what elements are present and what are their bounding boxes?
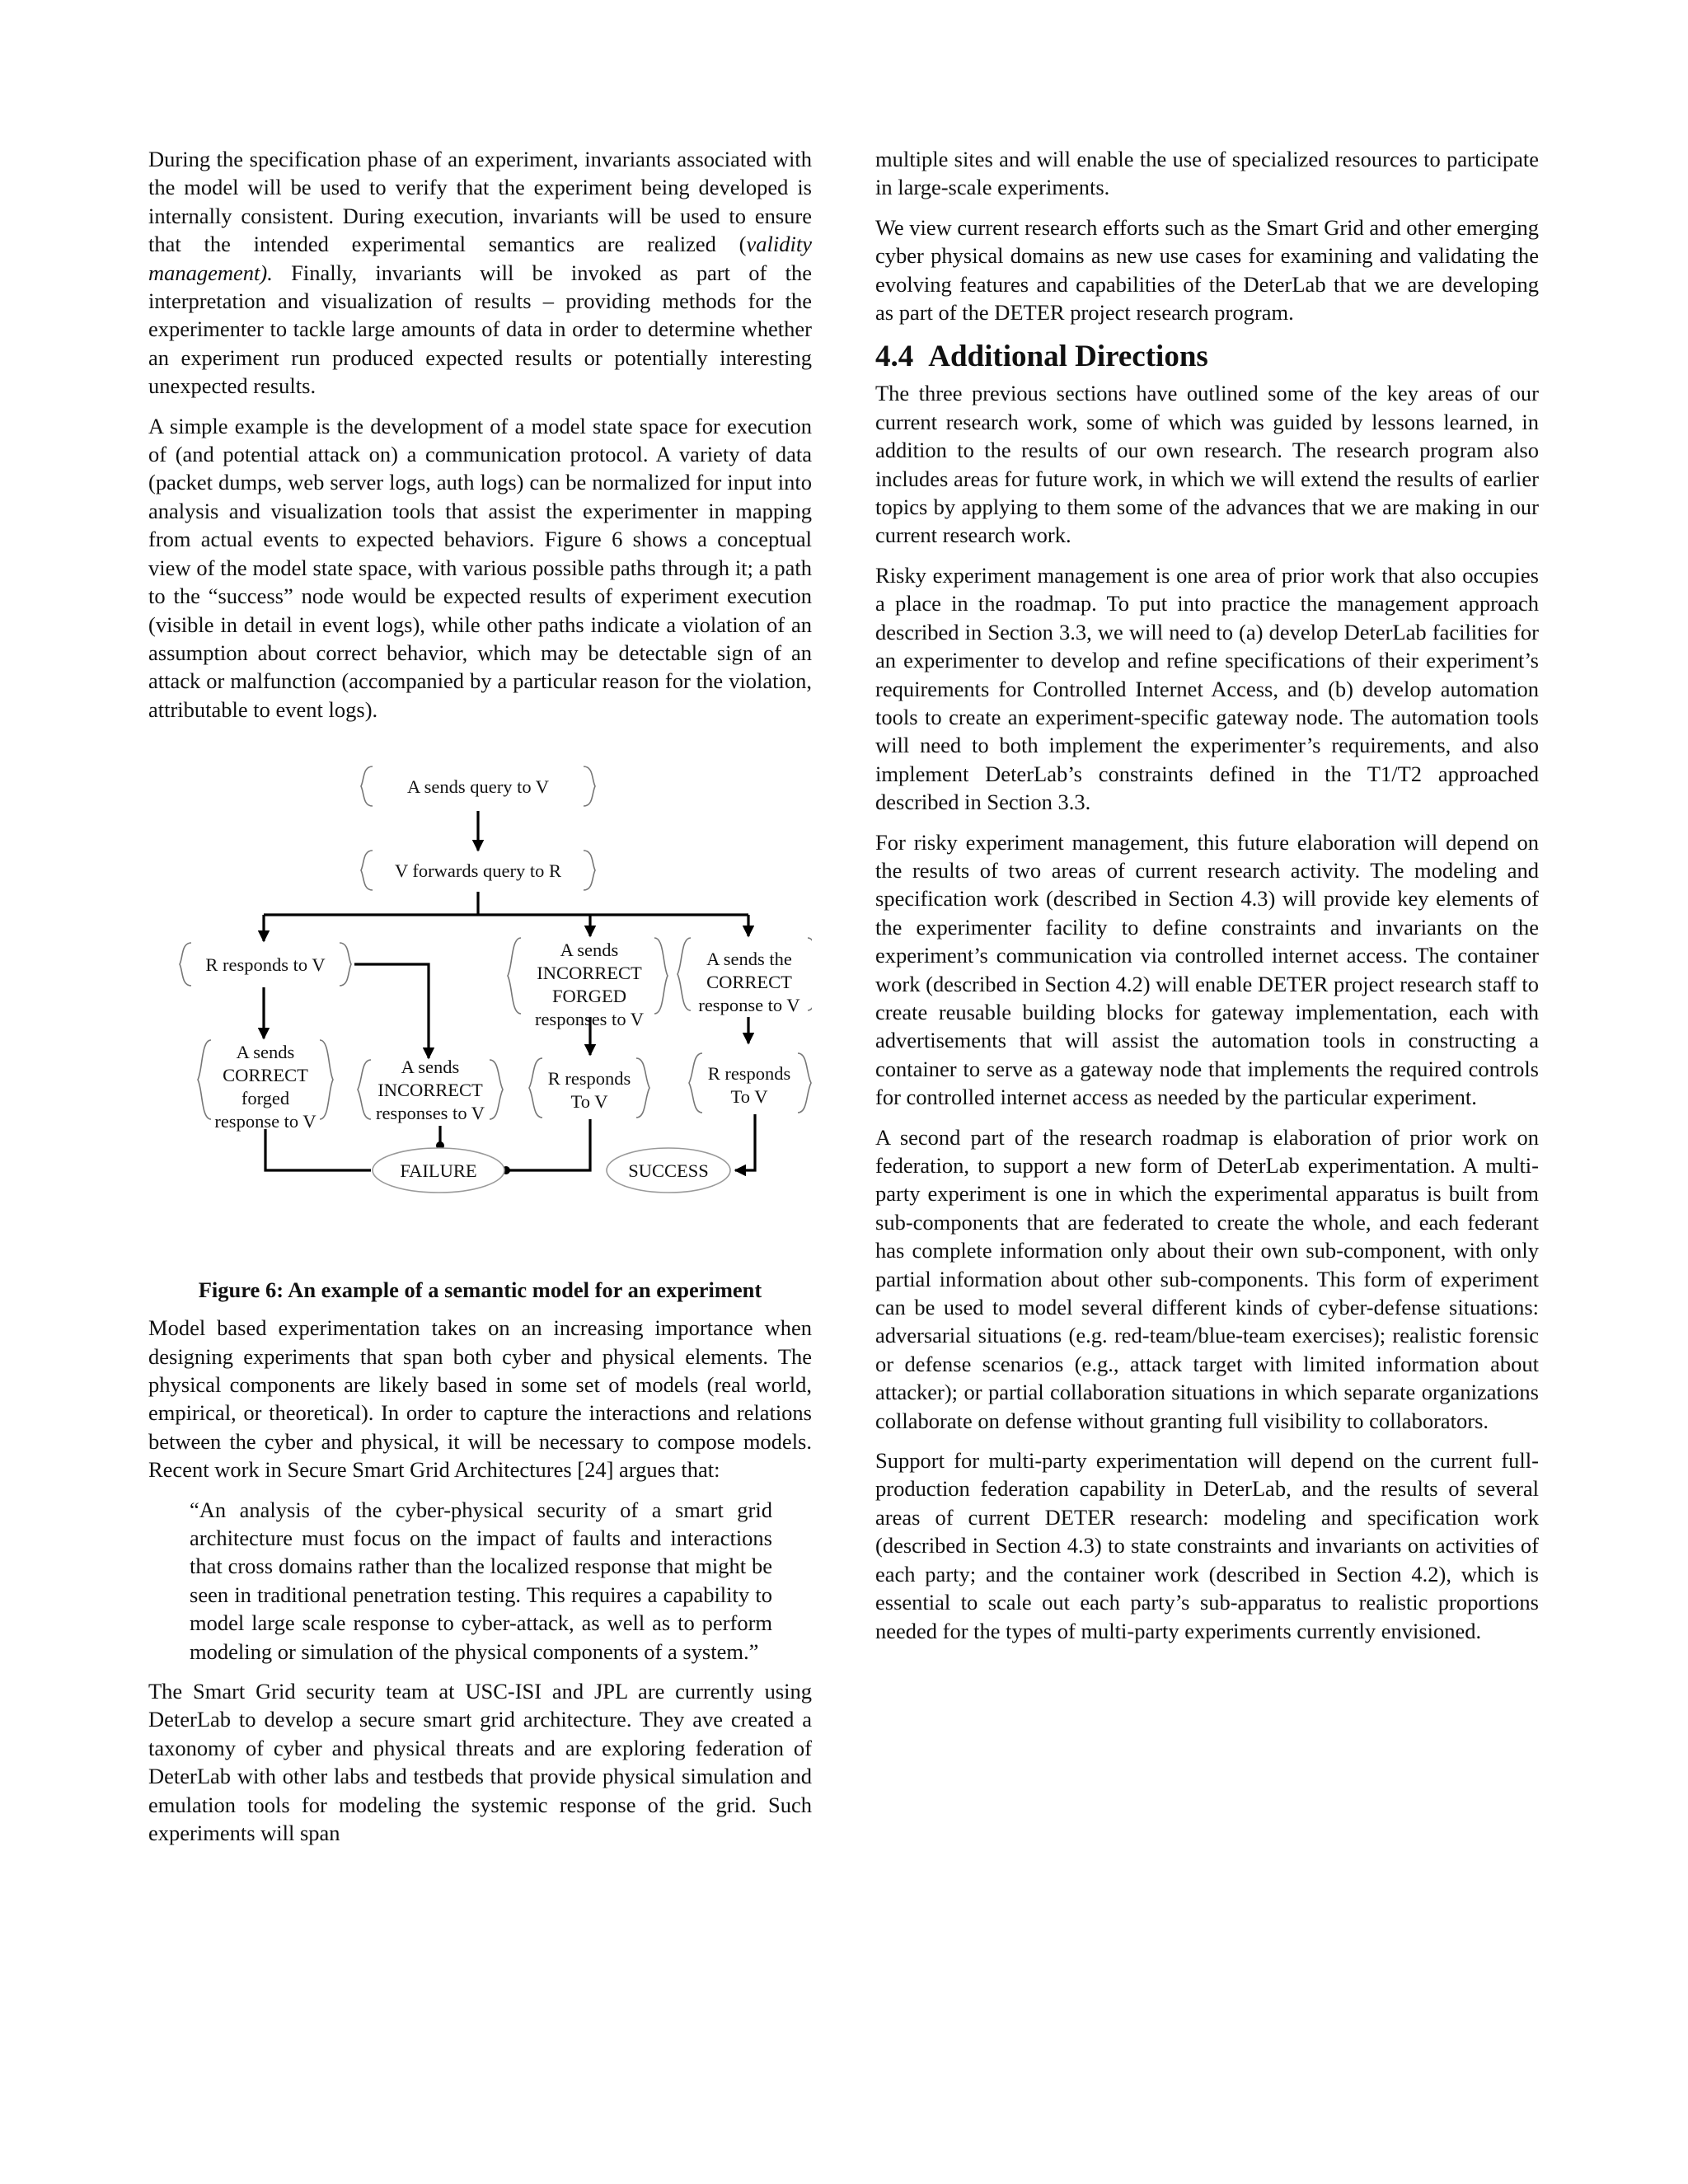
node-incorrect-responses bbox=[358, 1057, 503, 1123]
node-line: A sends bbox=[560, 940, 619, 961]
section-number: 4.4 bbox=[875, 340, 914, 374]
section-title: Additional Directions bbox=[928, 340, 1208, 374]
node-line: CORRECT bbox=[223, 1065, 308, 1086]
node-forward bbox=[361, 851, 595, 890]
node-r-responds-label: R responds to V bbox=[205, 954, 326, 976]
node-r-responds-to-v-1 bbox=[529, 1058, 649, 1118]
state-space-diagram bbox=[148, 748, 812, 1276]
arrow bbox=[735, 1114, 755, 1170]
node-line: response to V bbox=[698, 995, 800, 1016]
figure-caption: Figure 6: An example of a semantic model for an experiment bbox=[198, 1277, 762, 1303]
node-line: To V bbox=[570, 1091, 608, 1113]
connector bbox=[508, 1119, 590, 1170]
node-r-responds-to-v-2 bbox=[689, 1053, 811, 1113]
node-line: R responds bbox=[547, 1068, 631, 1090]
paragraph: The three previous sections have outlined some of the key areas of our current research work, some of which was guided by lessons learned, in addition to the results of our own research. The research program also includes areas for future work, in which we will extend the results of earlier topics by applying to them some of the advances that we are making in our current research work. bbox=[875, 381, 1539, 548]
node-line: INCORRECT bbox=[537, 963, 642, 984]
figure-6 bbox=[148, 748, 812, 1276]
paragraph: Support for multi-party experimentation will depend on the current full-production federation capability in DeterLab, and the results of several areas of current DETER research: modeling and specification work (described in Section 4.3) to state constraints and invariants on activities of each party; and the container work (described in Section 4.2), which is essential to scale out each party’s sub-apparatus to realistic proportions needed for the types of multi-party experiments currently envisioned. bbox=[875, 1448, 1539, 1643]
italic-term: validity management). bbox=[148, 232, 812, 285]
node-line: FORGED bbox=[551, 986, 627, 1007]
connector bbox=[265, 1129, 371, 1170]
left-column bbox=[148, 145, 812, 1858]
node-line: responses to V bbox=[375, 1103, 485, 1124]
node-line: A sends bbox=[401, 1057, 460, 1078]
paragraph: multiple sites and will enable the use of specialized resources to participate in large-scale experiments. bbox=[875, 147, 1539, 200]
node-failure bbox=[373, 1148, 504, 1193]
node-forward-label: V forwards query to R bbox=[394, 860, 562, 882]
paragraph: During the specification phase of an experiment, invariants associated with the model will be used to verify that the experiment being developed is internally consistent. During execution, invariants will be used to ensure that the intended experimental semantics are realized (validity management). Finally, invariants will be invoked as part of the interpretation and visualization of results – providing methods for the experimenter to tackle large amounts of data in order to determine whether an experiment run produced expected results or potentially interesting unexpected results. bbox=[148, 147, 812, 399]
node-line: INCORRECT bbox=[377, 1080, 483, 1101]
paragraph: A simple example is the development of a model state space for execution of (and potential attack on) a communication protocol. A variety of data (packet dumps, web server logs, auth logs) can be normalized for input into analysis and visualization tools that assist the experimenter in mapping from actual events to expected behaviors. Figure 6 shows a conceptual view of the model state space, with various possible paths through it; a path to the “success” node would be expected results of experiment execution (visible in detail in event logs), while other paths indicate a violation of an assumption about correct behavior, which may be detectable sign of an attack or malfunction (accompanied by a particular reason for the violation, attributable to event logs). bbox=[148, 413, 812, 722]
arrow bbox=[354, 964, 429, 1058]
node-query-label: A sends query to V bbox=[406, 776, 550, 798]
paragraph: For risky experiment management, this future elaboration will depend on the results of two areas of current research activity. The modeling and specification work (described in Section 4.3) will provide key elements of the experimenter facility to define constraints and invariants on the experiment’s communication via controlled internet access. The container work (described in Section 4.2) will enable DETER project research staff to create reusable building blocks for gateway implementation, each with advertisements that will assist the automation tools in constructing a container to serve as a gateway node that implements the required controls for controlled internet access as needed by the particular experiment. bbox=[875, 829, 1539, 1110]
node-success-label: SUCCESS bbox=[628, 1160, 709, 1182]
paragraph: The Smart Grid security team at USC-ISI and JPL are currently using DeterLab to develop a secure smart grid architecture. They ave created a taxonomy of cyber and physical threats and are exploring federation of DeterLab with other labs and testbeds that provide physical simulation and emulation tools for modeling the systemic response of the grid. Such experiments will span bbox=[148, 1679, 812, 1846]
node-line: CORRECT bbox=[706, 972, 792, 993]
node-query bbox=[361, 766, 595, 806]
block-quote: “An analysis of the cyber-physical security of a smart grid architecture must focus on the impact of faults and interactions that cross domains rather than the localized response that might be seen in traditional penetration testing. This requires a capability to model large scale response to cyber-attack, as well as to perform modeling or simulation of the physical components of a system.” bbox=[190, 1497, 772, 1664]
paragraph: We view current research efforts such as the Smart Grid and other emerging cyber physical domains as new use cases for examining and validating the evolving features and capabilities of the DeterLab that we are developing as part of the DETER project research program. bbox=[875, 214, 1539, 326]
node-line: response to V bbox=[214, 1111, 316, 1132]
node-line: A sends the bbox=[706, 949, 792, 970]
node-failure-label: FAILURE bbox=[400, 1160, 477, 1182]
paragraph: A second part of the research roadmap is elaboration of prior work on federation, to support a new form of DeterLab experimentation. A multi-party experiment is one in which the experimental apparatus is built from sub-components that are federated to create the whole, and each federant has complete information only about their own sub-component, with only partial information about other sub-components. This form of experiment can be used to model several different kinds of cyber-defense situations: adversarial situations (e.g. red-team/blue-team exercises); realistic forensic or defense scenarios (e.g., attack target with limited information about attacker); or partial collaboration situations in which separate organizations collaborate on defense without granting full visibility to collaborators. bbox=[875, 1124, 1539, 1433]
node-line: forged bbox=[241, 1088, 290, 1109]
node-r-responds bbox=[180, 943, 351, 986]
node-correct-forged bbox=[198, 1040, 333, 1132]
node-line: responses to V bbox=[534, 1009, 645, 1030]
node-line: R responds bbox=[707, 1063, 791, 1085]
node-line: A sends bbox=[236, 1042, 295, 1063]
node-line: To V bbox=[730, 1086, 768, 1108]
node-success bbox=[607, 1148, 730, 1193]
node-correct-response bbox=[678, 938, 812, 1015]
node-incorrect-forged bbox=[508, 938, 668, 1029]
section-heading bbox=[875, 338, 1539, 376]
paragraph: Risky experiment management is one area of prior work that also occupies a place in the roadmap. To put into practice the management approach described in Section 3.3, we will need to (a) develop DeterLab facilities for an experimenter to develop and refine specifications of their experiment’s requirements for Controlled Internet Access, and (b) develop automation tools to create an experiment-specific gateway node. The automation tools will need to both implement the experimenter’s requirements, and also implement DeterLab’s constraints defined in the T1/T2 approached described in Section 3.3. bbox=[875, 562, 1539, 815]
paragraph: Model based experimentation takes on an increasing importance when designing experiments that span both cyber and physical elements. The physical components are likely based in some set of models (real world, empirical, or theoretical). In order to capture the interactions and relations between the cyber and physical, it will be necessary to compose models. Recent work in Secure Smart Grid Architectures [24] argues that: bbox=[148, 1315, 812, 1483]
right-column bbox=[875, 145, 1539, 1657]
